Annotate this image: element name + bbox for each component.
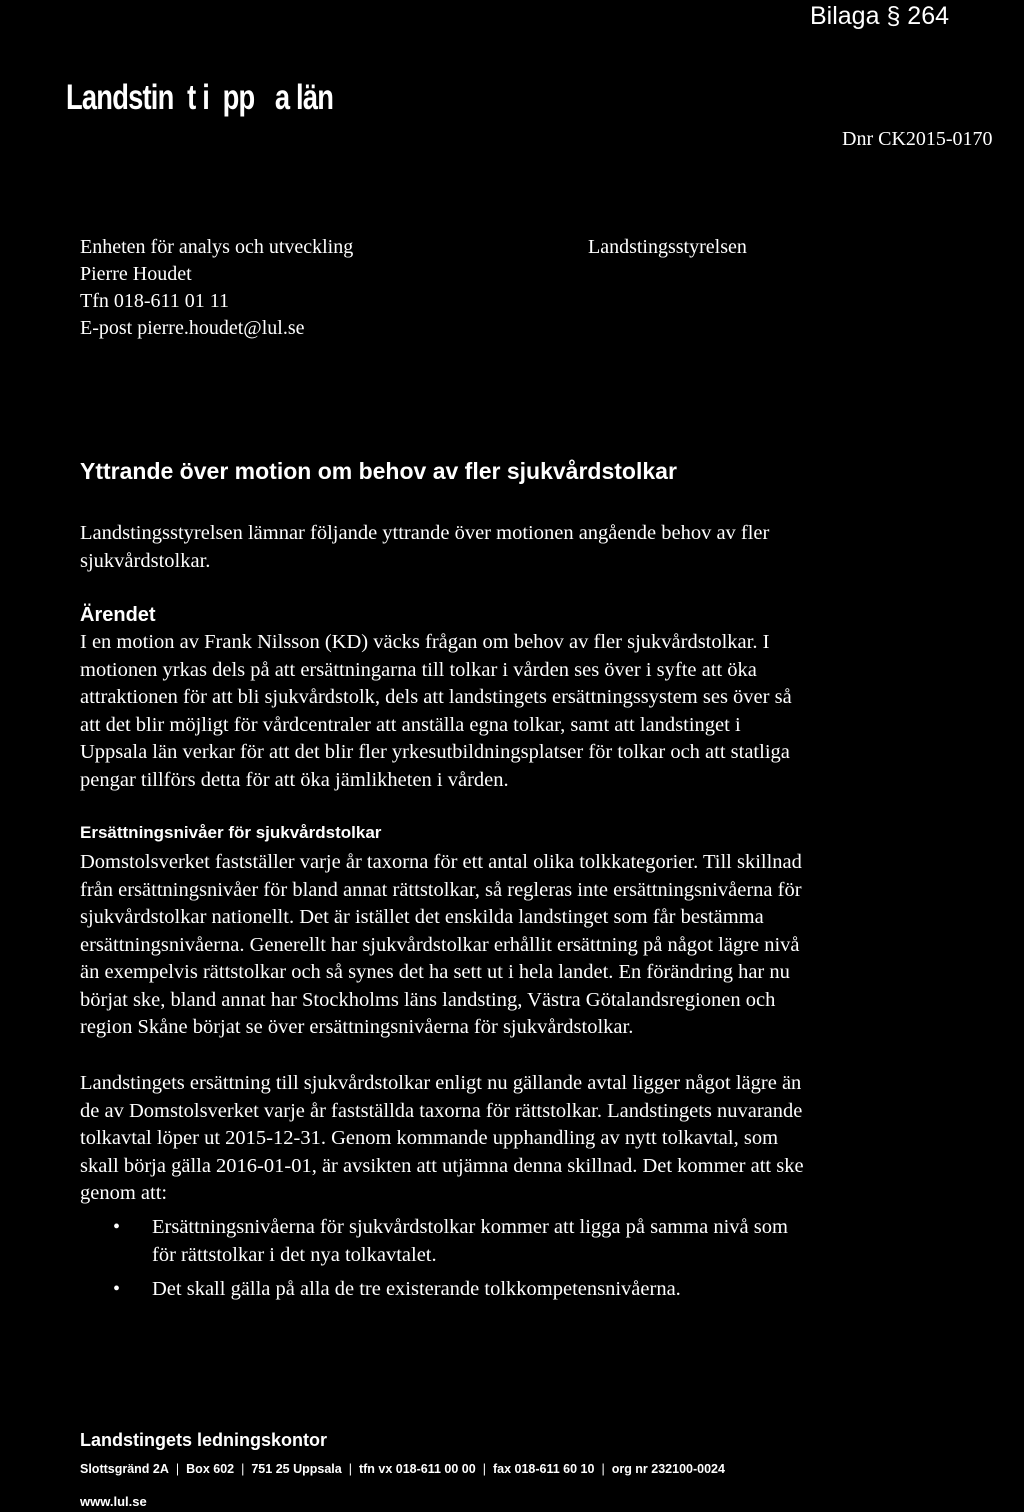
paragraph-line: än exempelvis rättstolkar och så synes det ha sett ut i hela landet. En förändring har nu (80, 961, 790, 983)
ersattning-paragraph (80, 849, 960, 1042)
intro-line: Landstingsstyrelsen lämnar följande yttrande över motionen angående behov av fler (80, 522, 770, 544)
bullet-item (152, 1276, 681, 1304)
paragraph-line: I en motion av Frank Nilsson (KD) väcks frågan om behov av fler sjukvårdstolkar. I (80, 631, 770, 653)
bullet-line: Ersättningsnivåerna för sjukvårdstolkar kommer att ligga på samma nivå som (152, 1216, 788, 1238)
bullet-line: Det skall gälla på alla de tre existerande tolkkompetensnivåerna. (152, 1278, 681, 1300)
footer-phone: tfn vx 018-611 00 00 (358, 1462, 476, 1476)
bullet-line: för rättstolkar i det nya tolkavtalet. (152, 1243, 437, 1266)
footer-separator: | (348, 1462, 352, 1476)
paragraph-line: tolkavtal löper ut 2015-12-31. Genom kommande upphandling av nytt tolkavtal, som (80, 1127, 779, 1149)
paragraph-line: börjat ske, bland annat har Stockholms läns landsting, Västra Götalandsregionen och (80, 988, 776, 1011)
attachment-label: Bilaga § 264 (810, 2, 950, 30)
paragraph-line: attraktionen för att bli sjukvårdstolk, dels att landstingets ersättningssystem ses över så (80, 686, 792, 708)
section-heading-arendet: Ärendet (80, 604, 156, 626)
footer-website: www.lul.se (80, 1494, 147, 1509)
footer-separator: | (601, 1462, 605, 1476)
paragraph-line: att det blir möjligt för vårdcentraler att anställa egna tolkar, samt att landstinget i (80, 713, 741, 736)
arendet-paragraph (80, 629, 960, 794)
intro-line: sjukvårdstolkar. (80, 549, 211, 572)
sender-name: Pierre Houdet (80, 263, 192, 285)
footer-organization-name: Landstingets ledningskontor (80, 1430, 328, 1450)
landstingets-paragraph (80, 1070, 960, 1208)
recipient: Landstingsstyrelsen (588, 236, 747, 258)
paragraph-line: region Skåne börjat se över ersättningsnivåerna för sjukvårdstolkar. (80, 1016, 634, 1038)
footer-address-part: Box 602 (186, 1462, 235, 1476)
paragraph-line: Uppsala län verkar för att det blir fler yrkesutbildningsplatser för tolkar och att statliga (80, 741, 790, 763)
paragraph-line: de av Domstolsverket varje år fastställda taxorna för rättstolkar. Landstingets nuvarande (80, 1099, 803, 1122)
footer-contact-line (80, 1462, 725, 1476)
paragraph-line: skall börja gälla 2016-01-01, är avsikten att utjämna denna skillnad. Det kommer att ske (80, 1154, 804, 1177)
paragraph-line: sjukvårdstolkar nationellt. Det är istället det enskilda landstinget som får bestämma (80, 906, 764, 928)
paragraph-line: ersättningsnivåerna. Generellt har sjukvårdstolkar erhållit ersättning på något lägre nivå (80, 933, 800, 956)
document-title: Yttrande över motion om behov av fler sjukvårdstolkar (80, 458, 677, 484)
footer-separator: | (482, 1462, 486, 1476)
paragraph-line: Landstingets ersättning till sjukvårdstolkar enligt nu gällande avtal ligger något lägre än (80, 1072, 802, 1094)
bullet-icon: • (113, 1216, 121, 1238)
paragraph-line: Domstolsverket fastställer varje år taxorna för ett antal olika tolkkategorier. Till skillnad (80, 851, 802, 873)
sender-unit: Enheten för analys och utveckling (80, 236, 354, 258)
paragraph-line: genom att: (80, 1182, 168, 1204)
footer-address-part: Slottsgränd 2A (80, 1462, 169, 1476)
bullet-item (152, 1214, 788, 1269)
bullet-icon: • (113, 1278, 121, 1300)
organization-logo: Landstin t i pp a län (66, 78, 334, 117)
footer-org-number: org nr 232100-0024 (611, 1462, 725, 1476)
paragraph-line: pengar tillförs detta för att öka jämlikheten i vården. (80, 768, 509, 791)
footer-address-part: 751 25 Uppsala (251, 1462, 342, 1476)
footer-separator: | (175, 1462, 180, 1476)
paragraph-line: från ersättningsnivåer för bland annat rättstolkar, så regleras inte ersättningsnivåerna för (80, 878, 802, 901)
intro-paragraph (80, 520, 960, 575)
footer-fax: fax 018-611 60 10 (492, 1462, 595, 1476)
footer-separator: | (241, 1462, 245, 1476)
section-heading-ersattningsnivaer: Ersättningsnivåer för sjukvårdstolkar (80, 823, 382, 842)
paragraph-line: motionen yrkas dels på att ersättningarna till tolkar i vården ses över i syfte att öka (80, 658, 757, 681)
document-reference-number: Dnr CK2015-0170 (842, 128, 993, 150)
sender-email: E-post pierre.houdet@lul.se (80, 317, 305, 339)
sender-phone: Tfn 018-611 01 11 (80, 290, 230, 312)
